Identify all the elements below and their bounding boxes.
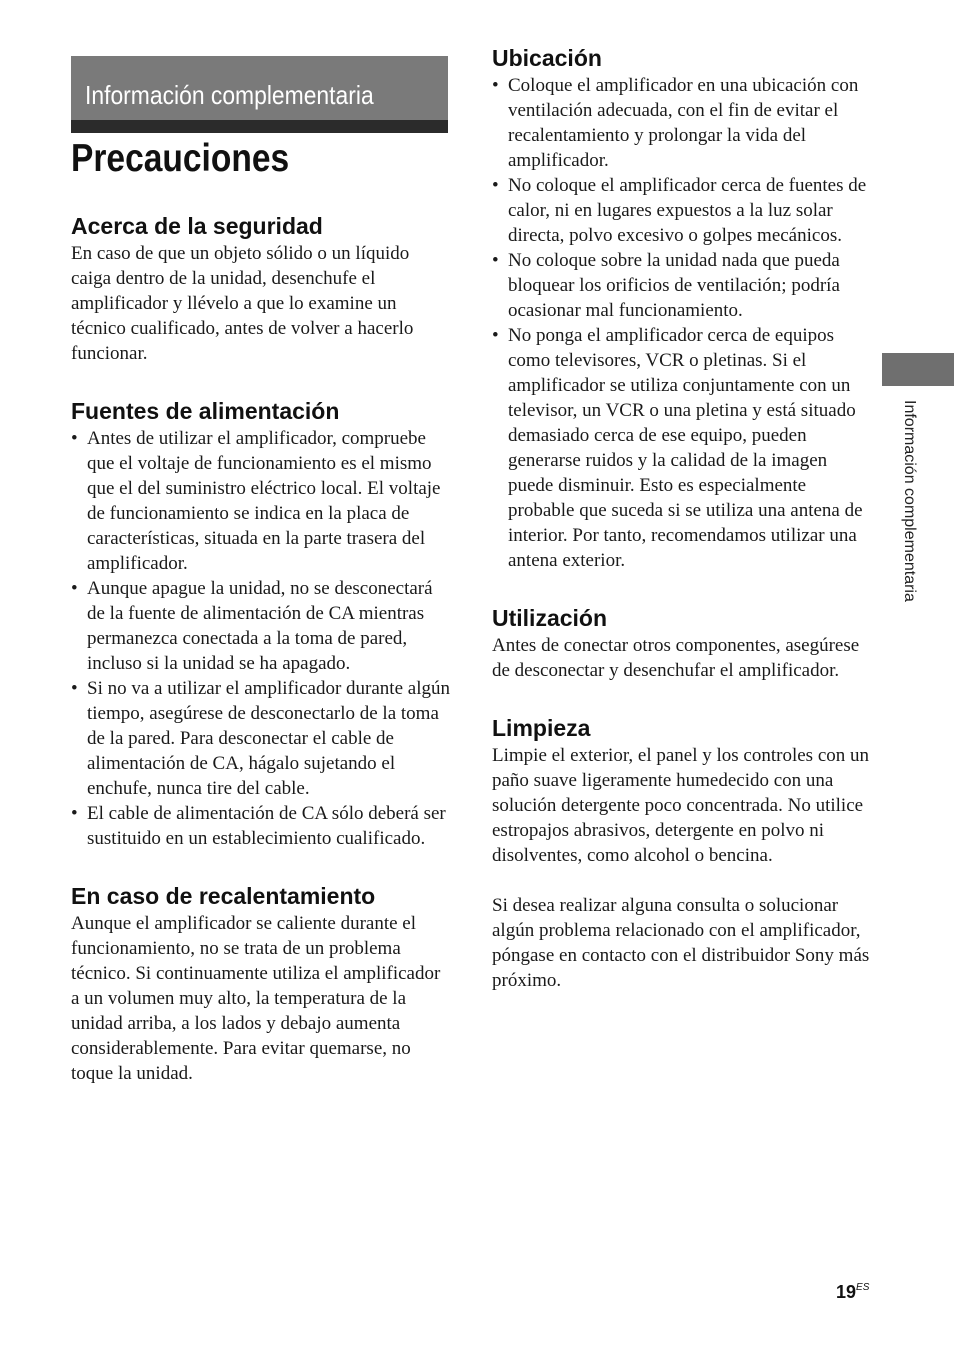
list-item: • Coloque el amplificador en una ubicación con ventilación adecuada, con el fin de evitar el recalentamiento y prolongar la vida del amplificador. [492, 73, 872, 173]
list-item: • Si no va a utilizar el amplificador durante algún tiempo, asegúrese de desconectarlo de la toma de la pared. Para desconectar el cable de alimentación de CA, hágalo sujetando el enchufe, nunca tire del cable. [71, 676, 451, 801]
list-item: • No coloque sobre la unidad nada que pueda bloquear los orificios de ventilación; podría ocasionar mal funcionamiento. [492, 248, 872, 323]
section-overheating [71, 881, 451, 1086]
page-number-value: 19 [836, 1282, 857, 1302]
language-code: ES [856, 1282, 870, 1293]
section-heading: Acerca de la seguridad [71, 213, 323, 239]
list-item: • No coloque el amplificador cerca de fuentes de calor, ni en lugares expuestos a la luz solar directa, polvo excesivo o golpes mecánicos. [492, 173, 872, 248]
section-power-sources [71, 396, 451, 851]
section-heading: Limpieza [492, 715, 591, 741]
section-heading: En caso de recalentamiento [71, 883, 376, 909]
list-item: • El cable de alimentación de CA sólo deberá ser sustituido en un establecimiento cualificado. [71, 801, 451, 851]
section-location [492, 43, 872, 573]
section-paragraph: Limpie el exterior, el panel y los controles con un paño suave ligeramente humedecido con una solución detergente poco concentrada. No utilice estropajos abrasivos, detergente en polvo ni disolventes, como alcohol o bencina. [492, 745, 870, 866]
paragraph-spacer [492, 868, 872, 893]
bullet-list [492, 73, 872, 573]
section-paragraph: En caso de que un objeto sólido o un líquido caiga dentro de la unidad, desenchufe el amplificador y llévelo a que lo examine un técnico cualificado, antes de volver a hacerlo funcionar. [71, 243, 414, 364]
section-paragraph: Antes de conectar otros componentes, asegúrese de desconectar y desenchufar el amplificador. [492, 635, 860, 681]
section-heading: Fuentes de alimentación [71, 398, 340, 424]
list-item: • Aunque apague la unidad, no se desconectará de la fuente de alimentación de CA mientras permanezca conectada a la toma de pared, incluso si la unidad se ha apagado. [71, 576, 451, 676]
section-banner [71, 56, 448, 133]
section-cleaning [492, 713, 872, 993]
section-paragraph: Si desea realizar alguna consulta o solucionar algún problema relacionado con el amplificador, póngase en contacto con el distribuidor Sony más próximo. [492, 895, 870, 991]
list-item: • No ponga el amplificador cerca de equipos como televisores, VCR o pletinas. Si el amplificador se utiliza conjuntamente con un televisor, un VCR o una pletina y está situado demasiado cerca de ese equipo, pueden generarse ruidos y la calidad de la imagen puede disminuir. Esto es especialmente probable que suceda si se utiliza una antena de interior. Por tanto, recomendamos utilizar una antena exterior. [492, 323, 872, 573]
page-number [836, 1282, 869, 1303]
section-usage [492, 603, 872, 683]
right-column [492, 43, 872, 1023]
section-paragraph: Aunque el amplificador se caliente durante el funcionamiento, no se trata de un problema técnico. Si continuamente utiliza el amplificador a un volumen muy alto, la temperatura de la unidad arriba, a los lados y debajo aumenta considerablemente. Para evitar quemarse, no toque la unidad. [71, 913, 441, 1084]
list-item: • Antes de utilizar el amplificador, compruebe que el voltaje de funcionamiento es el mismo que el del suministro eléctrico local. El voltaje de funcionamiento se indica en la placa de características, situada en la parte trasera del amplificador. [71, 426, 451, 576]
left-column [71, 211, 451, 1116]
section-heading: Ubicación [492, 45, 602, 71]
side-tab-marker [882, 353, 954, 386]
bullet-list [71, 426, 451, 851]
section-safety [71, 211, 451, 366]
section-banner-label: Información complementaria [85, 80, 374, 110]
side-tab-label: Información complementaria [901, 400, 918, 602]
page-title: Precauciones [71, 137, 290, 180]
section-heading: Utilización [492, 605, 608, 631]
